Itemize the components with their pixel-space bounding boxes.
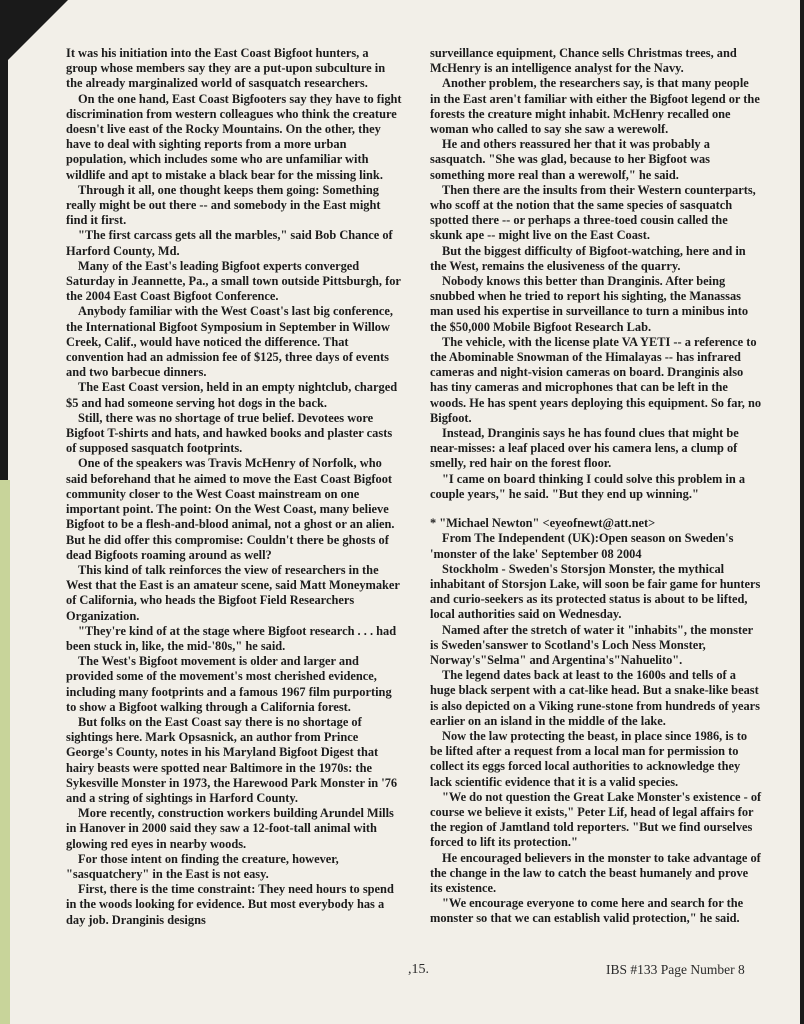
folded-corner — [8, 0, 68, 60]
page-number: ,15. — [408, 962, 429, 977]
paragraph: First, there is the time constraint: They need hours to spend in the woods looking for evidence. But most everybody has a day job. Dranginis designs — [66, 882, 394, 927]
paragraph: Anybody familiar with the West Coast's last big conference, the International Bigfoot Symposium in September in Willow Creek, Calif., would have noticed the difference. That convention had an admission fee of $125, three days of events and two barbecue dinners. — [66, 304, 393, 380]
paragraph: "They're kind of at the stage where Bigfoot research . . . had been stuck in, like, the mid-'80s," he said. — [66, 623, 397, 653]
source-line: From The Independent (UK):Open season on Sweden's 'monster of the lake' September 08 2004 — [430, 531, 734, 561]
paragraph: Another problem, the researchers say, is that many people in the East aren't familiar with either the Bigfoot legend or the forests the creature might inhabit. McHenry recalled one woman who called to say she saw a werewolf. — [430, 76, 760, 137]
paragraph: Named after the stretch of water it "inhabits", the monster is Sweden'sanswer to Scotland's Loch Ness Monster, Norway's"Selma" and Argentina's"Nahuelito". — [430, 622, 753, 667]
paragraph: "We do not question the Great Lake Monster's existence - of course we believe it exists," Peter Lif, head of legal affairs for the region of Jamtland told reporters. "But we find ourselves forced to lift its protection." — [430, 789, 762, 850]
left-column — [66, 46, 402, 928]
paragraph: Nobody knows this better than Dranginis. After being snubbed when he tried to report his sighting, the Manassas man used his expertise in surveillance to turn a minibus into the $50,000 Mobile Bigfoot Research Lab. — [430, 274, 749, 334]
paragraph: Through it all, one thought keeps them going: Something really might be out there -- and somebody in the East might find it first. — [66, 182, 381, 228]
right-column — [430, 46, 762, 927]
issue-page-label: IBS #133 Page Number 8 — [606, 962, 745, 977]
paragraph: Stockholm - Sweden's Storsjon Monster, the mythical inhabitant of Storsjon Lake, will soon be fair game for hunters and curio-seekers as its protected status is about to be lifted, local authorities said on Wednesday. — [430, 561, 761, 622]
paragraph: The legend dates back at least to the 1600s and tells of a huge black serpent with a cat-like head. But a snake-like beast is also depicted on a Viking rune-stone from hundreds of years earlier on an island in the middle of the lake. — [430, 668, 760, 728]
paragraph: "I came on board thinking I could solve this problem in a couple years," he said. "But they end up winning." — [430, 471, 746, 501]
paragraph: One of the speakers was Travis McHenry of Norfolk, who said beforehand that he aimed to move the East Coast Bigfoot community closer to the West Coast mainstream on one important point. The point: On the West Coast, many believe Bigfoot to be a flesh-and-blood animal, not a ghost or an alien. But he did offer this compromise: Couldn't there be ghosts of dead Bigfoots roaming around as well? — [66, 456, 395, 562]
page-edge-strip — [0, 480, 10, 1024]
paragraph: This kind of talk reinforces the view of researchers in the West that the East is an amateur scene, said Matt Moneymaker of California, who heads the Bigfoot Field Researchers Organization. — [66, 562, 400, 623]
paragraph: Still, there was no shortage of true belief. Devotees wore Bigfoot T-shirts and hats, and hawked books and plaster casts of supposed sasquatch footprints. — [66, 410, 393, 456]
paragraph: surveillance equipment, Chance sells Christmas trees, and McHenry is an intelligence analyst for the Navy. — [430, 46, 737, 76]
paragraph: Instead, Dranginis says he has found clues that might be near-misses: a leaf placed over his camera lens, a clump of smelly, red hair on the forest floor. — [430, 426, 739, 471]
author-line: * "Michael Newton" <eyeofnewt@att.net> — [430, 516, 656, 531]
paragraph: The West's Bigfoot movement is older and larger and provided some of the movement's most cherished evidence, including many footprints and a famous 1967 film purporting to show a Bigfoot walking through a California forest. — [66, 654, 392, 714]
paragraph: He encouraged believers in the monster to take advantage of the change in the law to catch the beast humanely and prove its existence. — [430, 850, 761, 895]
paragraph: Now the law protecting the beast, in place since 1986, is to be lifted after a request from a local man for permission to collect its eggs forced local authorities to acknowledge they lack scientific evidence that it is a valid species. — [430, 728, 748, 789]
paragraph: But folks on the East Coast say there is no shortage of sightings here. Mark Opsasnick, an author from Prince George's County, notes in his Maryland Bigfoot Digest that hairy beasts were spotted near Baltimore in the 1970s: the Sykesville Monster in 1973, the Harewood Park Monster in '76 and a string of sightings in Harford County. — [66, 714, 398, 805]
paragraph: "The first carcass gets all the marbles," said Bob Chance of Harford County, Md. — [66, 228, 393, 258]
paragraph: He and others reassured her that it was probably a sasquatch. "She was glad, because to her Bigfoot was something more real than a werewolf," he said. — [430, 137, 710, 182]
paragraph: Many of the East's leading Bigfoot experts converged Saturday in Jeannette, Pa., a small town outside Pittsburgh, for the 2004 East Coast Bigfoot Conference. — [66, 258, 401, 304]
paragraph: For those intent on finding the creature, however, "sasquatchery" in the East is not easy. — [66, 851, 339, 881]
paragraph: Then there are the insults from their Western counterparts, who scoff at the notion that the same species of sasquatch spotted there -- or perhaps a three-toed cousin called the skunk ape -- might live on the East Coast. — [430, 182, 756, 243]
paragraph: More recently, construction workers building Arundel Mills in Hanover in 2000 said they saw a 12-foot-tall animal with glowing red eyes in nearby woods. — [66, 806, 394, 851]
paragraph: It was his initiation into the East Coast Bigfoot hunters, a group whose members say they are a put-upon subculture in the already marginalized world of sasquatch researchers. — [66, 46, 386, 91]
paragraph: "We encourage everyone to come here and search for the monster so that we can establish valid protection," he said. — [430, 896, 744, 926]
paragraph: On the one hand, East Coast Bigfooters say they have to fight discrimination from western colleagues who think the creature doesn't live east of the Rocky Mountains. On the other, they have to deal with sighting reports from a more urban population, which includes some who are unfamiliar with wildlife and apt to mistake a black bear for the missing link. — [66, 91, 402, 182]
paragraph: The vehicle, with the license plate VA YETI -- a reference to the Abominable Snowman of the Himalayas -- has infrared cameras and night-vision cameras on board. Dranginis also has tiny cameras and microphones that can be left in the woods. He has spent years deploying this equipment. So far, no Bigfoot. — [430, 334, 762, 425]
paragraph: The East Coast version, held in an empty nightclub, charged $5 and had someone serving hot dogs in the back. — [66, 380, 398, 410]
paragraph: But the biggest difficulty of Bigfoot-watching, here and in the West, remains the elusiveness of the quarry. — [430, 243, 746, 273]
